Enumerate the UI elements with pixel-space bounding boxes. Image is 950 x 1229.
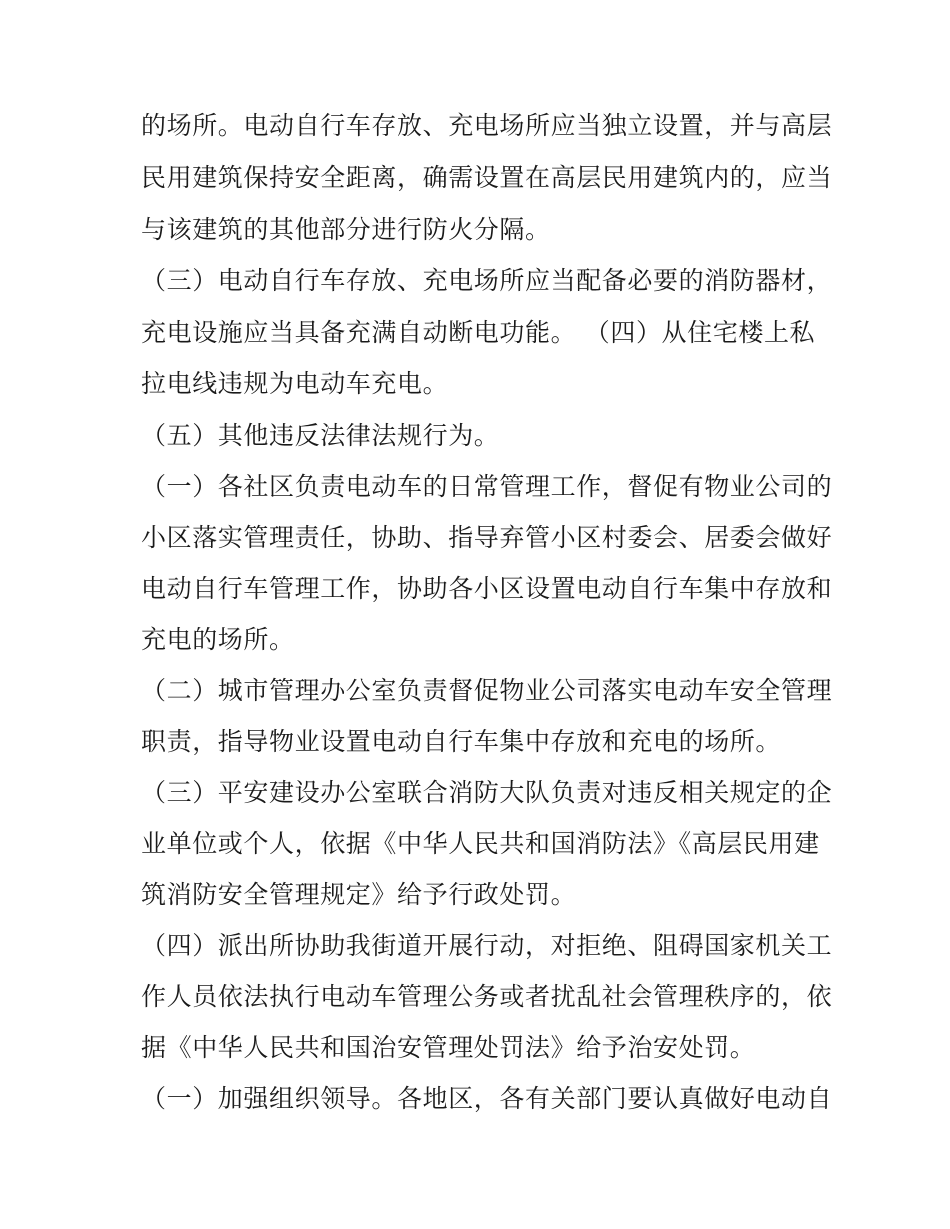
text-line: 据《中华人民共和国治安管理处罚法》给予治安处罚。 (141, 1033, 756, 1062)
text-line: 充电设施应当具备充满自动断电功能。 （四）从住宅楼上私 (141, 318, 816, 347)
text-line: 业单位或个人，依据《中华人民共和国消防法》《高层民用建 (141, 829, 820, 858)
text-line: 充电的场所。 (141, 625, 295, 654)
text-line: 小区落实管理责任，协助、指导弃管小区村委会、居委会做好 (141, 523, 833, 552)
text-line: 民用建筑保持安全距离，确需设置在高层民用建筑内的，应当 (141, 163, 833, 192)
text-line: 拉电线违规为电动车充电。 (141, 369, 449, 398)
text-line: 作人员依法执行电动车管理公务或者扰乱社会管理秩序的，依 (141, 982, 833, 1011)
text-line: （一）加强组织领导。各地区，各有关部门要认真做好电动自 (141, 1084, 833, 1113)
text-line: 电动自行车管理工作，协助各小区设置电动自行车集中存放和 (141, 574, 833, 603)
text-line: 与该建筑的其他部分进行防火分隔。 (141, 215, 551, 244)
text-line: 职责，指导物业设置电动自行车集中存放和充电的场所。 (141, 727, 782, 756)
text-line: （一）各社区负责电动车的日常管理工作，督促有物业公司的 (141, 472, 833, 501)
text-line: 的场所。电动自行车存放、充电场所应当独立设置，并与高层 (141, 111, 833, 140)
text-line: 筑消防安全管理规定》给予行政处罚。 (141, 880, 577, 909)
text-line: （四）派出所协助我街道开展行动，对拒绝、阻碍国家机关工 (141, 931, 833, 960)
text-line: （五）其他违反法律法规行为。 (141, 421, 500, 450)
text-line: （三）平安建设办公室联合消防大队负责对违反相关规定的企 (141, 778, 833, 807)
text-line: （三）电动自行车存放、充电场所应当配备必要的消防器材， (141, 266, 833, 295)
text-line: （二）城市管理办公室负责督促物业公司落实电动车安全管理 (141, 676, 833, 705)
